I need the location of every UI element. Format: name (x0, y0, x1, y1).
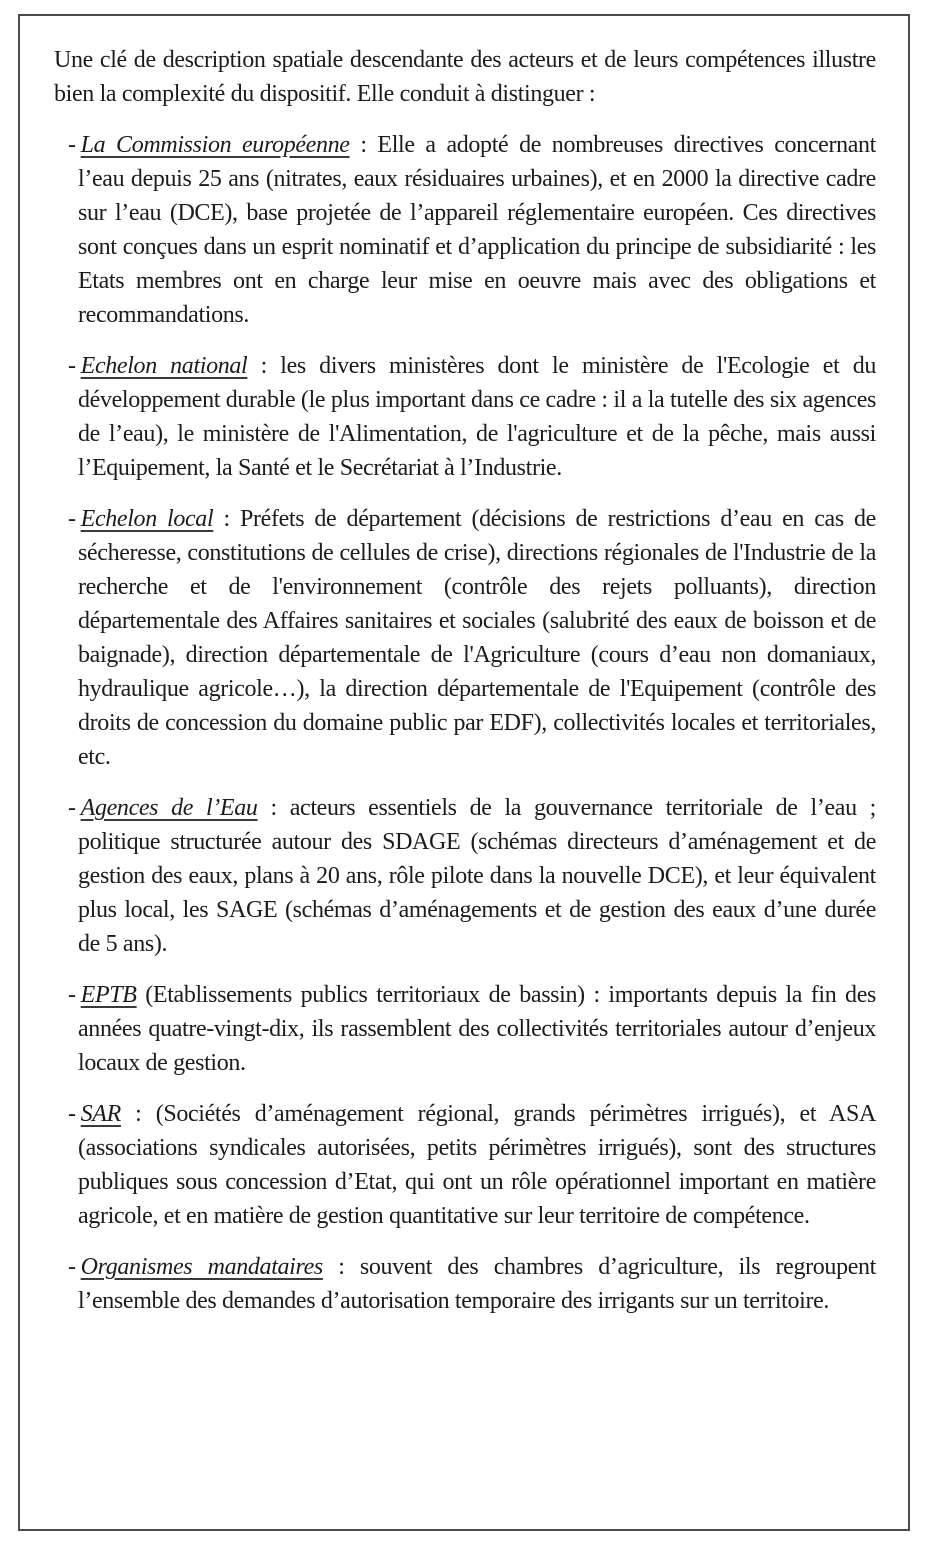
list-item-lead: Echelon national (80, 353, 248, 379)
intro-paragraph: Une clé de description spatiale descendante des acteurs et de leurs compétences illustre bien la complexité du dispositif. Elle conduit à distinguer : (54, 47, 876, 107)
list-item-marker: - (68, 795, 76, 821)
list-item (68, 349, 876, 485)
text-box-border (18, 14, 910, 1531)
list-item-lead: EPTB (80, 982, 137, 1008)
list-item-text: : souvent des chambres d’agriculture, ils regroupent l’ensemble des demandes d’autorisation temporaire des irrigants sur un territoire. (78, 1254, 876, 1314)
list-item-text: : acteurs essentiels de la gouvernance territoriale de l’eau ; politique structurée autour des SDAGE (schémas directeurs d’aménagement et de gestion des eaux, plans à 20 ans, rôle pilote dans la nouvelle DCE), et leur équivalent plus local, les SAGE (schémas d’aménagements et de gestion des eaux d’une durée de 5 ans). (78, 795, 876, 957)
list-item-lead: La Commission européenne (80, 132, 350, 158)
list-item-marker: - (68, 506, 76, 532)
list-item-marker: - (68, 1101, 76, 1127)
list-item-lead: Agences de l’Eau (80, 795, 258, 821)
list-item-marker: - (68, 353, 76, 379)
list-item-text: : Elle a adopté de nombreuses directives concernant l’eau depuis 25 ans (nitrates, eaux résiduaires urbaines), et en 2000 la directive cadre sur l’eau (DCE), base projetée de l’appareil réglementaire européen. Ces directives sont conçues dans un esprit nominatif et d’application du principe de subsidiarité : les Etats membres ont en charge leur mise en oeuvre mais avec des obligations et recommandations. (78, 132, 877, 328)
list-item (68, 502, 876, 774)
list-item (68, 128, 877, 332)
list-item (68, 1097, 877, 1233)
list-item-lead: Echelon local (80, 506, 214, 532)
list-item (68, 978, 876, 1080)
list-item-marker: - (68, 132, 76, 158)
list-item (68, 791, 876, 961)
list-item-lead: SAR (80, 1101, 121, 1127)
list-item-text: (Etablissements publics territoriaux de bassin) : importants depuis la fin des années quatre-vingt-dix, ils rassemblent des collectivités territoriales autour d’enjeux locaux de gestion. (78, 982, 876, 1076)
list-item-text: : (Sociétés d’aménagement régional, grands périmètres irrigués), et ASA (associations syndicales autorisées, petits périmètres irrigués), sont des structures publiques sous concession d’Etat, qui ont un rôle opérationnel important en matière agricole, et en matière de gestion quantitative sur leur territoire de compétence. (78, 1101, 877, 1229)
list-item-marker: - (68, 1254, 76, 1280)
list-item-text: : Préfets de département (décisions de restrictions d’eau en cas de sécheresse, constitutions de cellules de crise), directions régionales de l'Industrie de la recherche et de l'environnement (contrôle des rejets polluants), direction départementale des Affaires sanitaires et sociales (salubrité des eaux de boisson et de baignade), direction départementale de l'Agriculture (cours d’eau non domaniaux, hydraulique agricole…), la direction départementale de l'Equipement (contrôle des droits de concession du domaine public par EDF), collectivités locales et territoriales, etc. (78, 506, 876, 770)
list-item (68, 1250, 876, 1318)
list-item-lead: Organismes mandataires (80, 1254, 323, 1280)
list-item-text: : les divers ministères dont le ministère de l'Ecologie et du développement durable (le plus important dans ce cadre : il a la tutelle des six agences de l’eau), le ministère de l'Alimentation, de l'agriculture et de la pêche, mais aussi l’Equipement, la Santé et le Secrétariat à l’Industrie. (78, 353, 876, 481)
list-item-marker: - (68, 982, 76, 1008)
